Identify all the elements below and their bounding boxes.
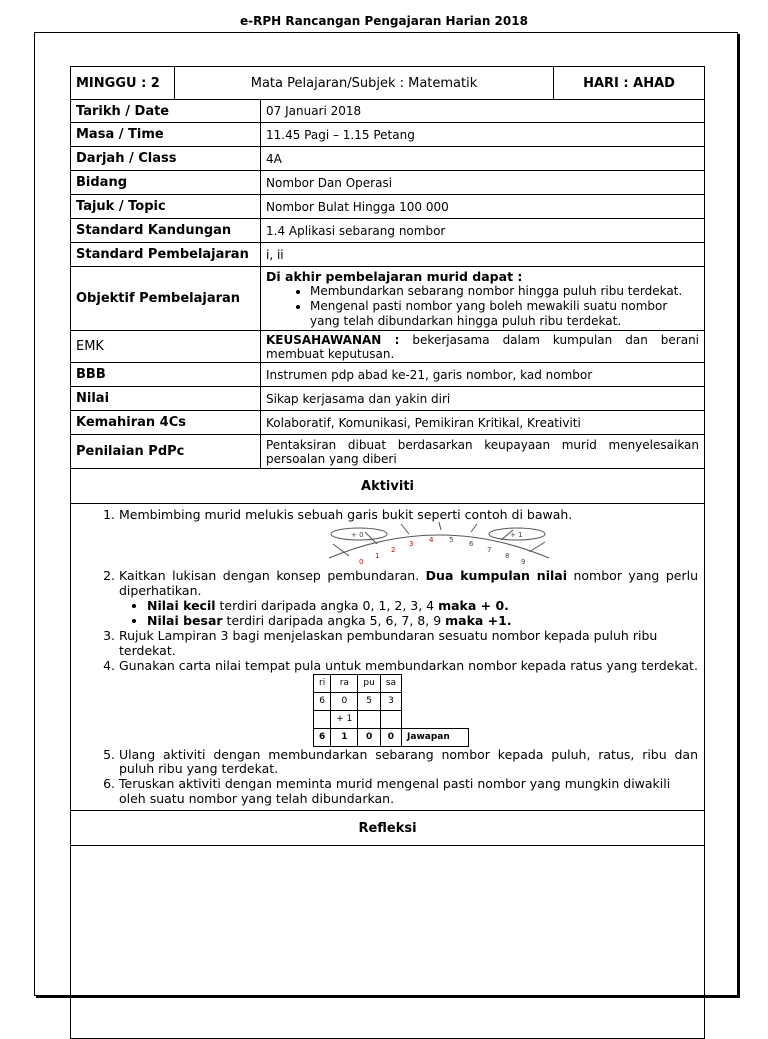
bidang-value: Nombor Dan Operasi (261, 171, 705, 195)
place-value-cell: 0 (331, 693, 358, 711)
minggu-cell: MINGGU : 2 (71, 67, 175, 100)
bbb-label: BBB (71, 363, 261, 387)
aktiviti-list (77, 507, 698, 806)
aktiviti-step-2-bold: Dua kumpulan nilai (425, 568, 567, 583)
penilaian-row (71, 435, 705, 469)
nilai-value: Sikap kerjasama dan yakin diri (261, 387, 705, 411)
bidang-label: Bidang (71, 171, 261, 195)
place-value-header-row (314, 675, 469, 693)
place-value-cell: 1 (331, 729, 358, 747)
objektif-label: Objektif Pembelajaran (71, 267, 261, 331)
refleksi-body (71, 846, 705, 1039)
place-value-cell: 0 (358, 729, 380, 747)
objektif-value (261, 267, 705, 331)
nilai-besar-item (147, 613, 698, 628)
objektif-item: • Membundarkan sebarang nombor hingga puluh ribu terdekat. (310, 284, 699, 299)
tarikh-row (71, 100, 705, 123)
digit-label: 0 (359, 558, 364, 566)
kemahiran-row (71, 411, 705, 435)
bidang-row (71, 171, 705, 195)
digit-label: 8 (505, 552, 510, 560)
emk-value-bold: KEUSAHAWANAN : (266, 332, 400, 347)
aktiviti-step-2-text-b: nombor yang perlu diperhatikan. (119, 568, 698, 598)
digit-label: 1 (375, 552, 380, 560)
standard-pembelajaran-row (71, 243, 705, 267)
sp-value: i, ii (261, 243, 705, 267)
tajuk-label: Tajuk / Topic (71, 195, 261, 219)
objektif-item: • Mengenal pasti nombor yang boleh mewakili suatu nombor yang telah dibundarkan hingga puluh ribu terdekat. (310, 299, 699, 329)
place-value-header: sa (380, 675, 401, 693)
aktiviti-step-1 (119, 507, 698, 568)
place-value-blank (402, 693, 469, 711)
digit-label: 4 (429, 536, 434, 544)
nilai-besar-text: terdiri daripada angka 5, 6, 7, 8, 9 (222, 613, 446, 628)
darjah-value: 4A (261, 147, 705, 171)
tick-mark (365, 532, 377, 544)
hari-cell: HARI : AHAD (554, 67, 705, 100)
place-value-header: ri (314, 675, 331, 693)
tarikh-value: 07 Januari 2018 (261, 100, 705, 123)
place-value-cell (380, 711, 401, 729)
place-value-table (313, 674, 469, 747)
tarikh-label: Tarikh / Date (71, 100, 261, 123)
tick-mark (529, 542, 545, 552)
aktiviti-step-2 (119, 568, 698, 628)
aktiviti-heading-row (71, 469, 705, 504)
digit-label: 7 (487, 546, 492, 554)
emk-value (261, 331, 705, 363)
darjah-row (71, 147, 705, 171)
aktiviti-body (71, 504, 705, 811)
left-group-label: + 0 (351, 531, 364, 539)
aktiviti-heading: Aktiviti (71, 469, 705, 504)
place-value-cell (358, 711, 380, 729)
rph-table (70, 66, 705, 1039)
nilai-row (71, 387, 705, 411)
place-value-cell: 6 (314, 729, 331, 747)
aktiviti-step-4-text: Gunakan carta nilai tempat pula untuk membundarkan nombor kepada ratus yang terdekat. (119, 658, 698, 673)
masa-label: Masa / Time (71, 123, 261, 147)
place-value-header: ra (331, 675, 358, 693)
aktiviti-step-2-text-a: Kaitkan lukisan dengan konsep pembundaran. (119, 568, 426, 583)
refleksi-heading-row (71, 811, 705, 846)
tick-mark (471, 524, 477, 532)
nilai-kecil-bold: Nilai kecil (147, 598, 216, 613)
nilai-kecil-tail: maka + 0. (438, 598, 509, 613)
subject-cell: Mata Pelajaran/Subjek : Matematik (175, 67, 554, 100)
tajuk-row (71, 195, 705, 219)
digit-label: 3 (409, 540, 414, 548)
tick-mark (439, 522, 441, 530)
emk-value-text: bekerjasama dalam kumpulan dan berani membuat keputusan. (266, 332, 700, 361)
nilai-list (119, 598, 698, 628)
nilai-besar-tail: maka +1. (445, 613, 512, 628)
sp-label: Standard Pembelajaran (71, 243, 261, 267)
masa-row (71, 123, 705, 147)
standard-kandungan-row (71, 219, 705, 243)
kemahiran-value: Kolaboratif, Komunikasi, Pemikiran Kritikal, Kreativiti (261, 411, 705, 435)
digit-label: 2 (391, 546, 396, 554)
nilai-label: Nilai (71, 387, 261, 411)
place-value-cell: 6 (314, 693, 331, 711)
place-value-answer-row (314, 729, 469, 747)
tajuk-value: Nombor Bulat Hingga 100 000 (261, 195, 705, 219)
refleksi-heading: Refleksi (71, 811, 705, 846)
darjah-label: Darjah / Class (71, 147, 261, 171)
header-row (71, 67, 705, 100)
refleksi-body-row (71, 846, 705, 1039)
objektif-list (266, 284, 699, 329)
place-value-cell (314, 711, 331, 729)
aktiviti-step-5: 5. Ulang aktiviti dengan membundarkan sebarang nombor kepada puluh, ratus, ribu dan puluh ribu yang terdekat. (119, 748, 698, 776)
bbb-value: Instrumen pdp abad ke-21, garis nombor, kad nombor (261, 363, 705, 387)
aktiviti-step-6: 6. Teruskan aktiviti dengan meminta murid mengenal pasti nombor yang mungkin diwakili oleh suatu nombor yang telah dibundarkan. (119, 776, 698, 806)
kemahiran-label: Kemahiran 4Cs (71, 411, 261, 435)
penilaian-label: Penilaian PdPc (71, 435, 261, 469)
aktiviti-step-4 (119, 658, 698, 747)
sk-value: 1.4 Aplikasi sebarang nombor (261, 219, 705, 243)
digit-label: 9 (521, 558, 526, 566)
place-value-header: pu (358, 675, 380, 693)
objektif-row (71, 267, 705, 331)
digit-label: 5 (449, 536, 454, 544)
nilai-kecil-item (147, 598, 698, 613)
jawapan-label: Jawapan (402, 729, 469, 747)
bbb-row (71, 363, 705, 387)
tick-mark (401, 524, 409, 534)
digit-label: 6 (469, 540, 474, 548)
place-value-blank (402, 675, 469, 693)
emk-row (71, 331, 705, 363)
objektif-intro: Di akhir pembelajaran murid dapat : (266, 268, 523, 284)
place-value-cell: 3 (380, 693, 401, 711)
place-value-cell: 5 (358, 693, 380, 711)
place-value-cell: + 1 (331, 711, 358, 729)
place-value-cell: 0 (380, 729, 401, 747)
nilai-besar-bold: Nilai besar (147, 613, 223, 628)
place-value-blank (402, 711, 469, 729)
place-value-row (314, 693, 469, 711)
place-value-row (314, 711, 469, 729)
hill-line-diagram (319, 522, 559, 568)
document-title: e-RPH Rancangan Pengajaran Harian 2018 (240, 14, 528, 28)
aktiviti-step-3: 3. Rujuk Lampiran 3 bagi menjelaskan pembundaran sesuatu nombor kepada puluh ribu terdekat. (119, 628, 698, 658)
tick-mark (333, 544, 349, 556)
sk-label: Standard Kandungan (71, 219, 261, 243)
aktiviti-step-1-text: Membimbing murid melukis sebuah garis bukit seperti contoh di bawah. (119, 507, 573, 522)
emk-label: EMK (71, 331, 261, 363)
penilaian-value: Pentaksiran dibuat berdasarkan keupayaan murid menyelesaikan persoalan yang diberi (261, 435, 705, 469)
aktiviti-body-row (71, 504, 705, 811)
right-group-label: + 1 (510, 531, 523, 539)
nilai-kecil-text: terdiri daripada angka 0, 1, 2, 3, 4 (215, 598, 439, 613)
masa-value: 11.45 Pagi – 1.15 Petang (261, 123, 705, 147)
